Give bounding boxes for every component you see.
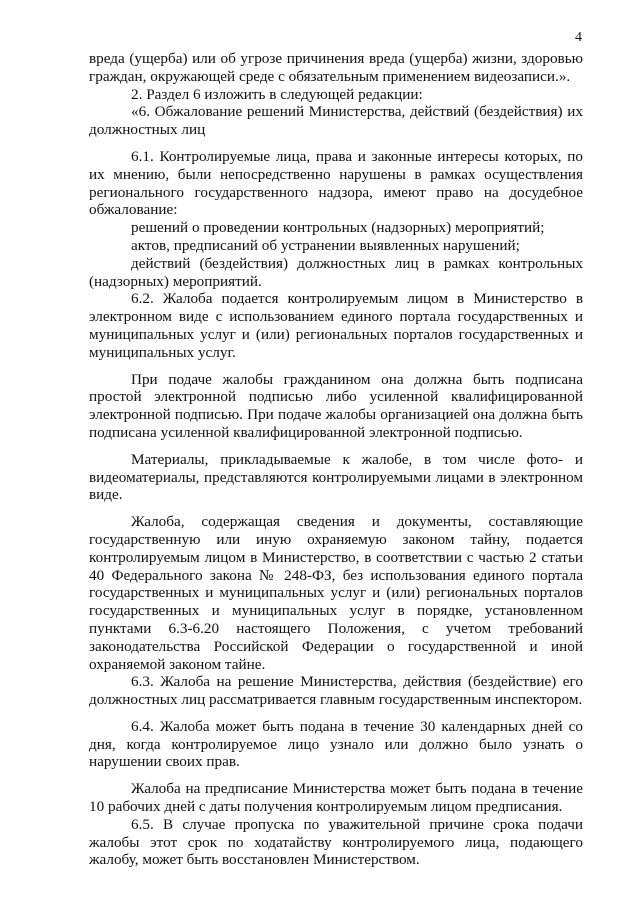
paragraph: Материалы, прикладываемые к жалобе, в том числе фото- и видеоматериалы, представляются контролируемыми лицами в электронном виде. bbox=[89, 450, 583, 504]
paragraph-6-5: 6.5. В случае пропуска по уважительной причине срока подачи жалобы этот срок по ходатайству контролируемого лица, подающего жалобу, может быть восстановлен Министерством. bbox=[89, 815, 583, 869]
list-item: решений о проведении контрольных (надзорных) мероприятий; bbox=[131, 219, 545, 237]
paragraph-amendment-item: 2. Раздел 6 изложить в следующей редакции: bbox=[131, 85, 423, 103]
document-body bbox=[89, 50, 583, 869]
page-number: 4 bbox=[575, 30, 582, 45]
paragraph-6-1: 6.1. Контролируемые лица, права и законные интересы которых, по их мнению, были непосредственно нарушены в рамках осуществления регионального государственного надзора, имеют право на досудебное обжалование: bbox=[89, 147, 583, 219]
paragraph-6-3: 6.3. Жалоба на решение Министерства, действия (бездействие) его должностных лиц рассматривается главным государственным инспектором. bbox=[89, 673, 583, 709]
paragraph: При подаче жалобы гражданином она должна быть подписана простой электронной подписью либо усиленной квалифицированной электронной подписью. При подаче жалобы организацией она должна быть подписана усиленной квалифицированной электронной подписью. bbox=[89, 370, 583, 441]
section-heading: «6. Обжалование решений Министерства, действий (бездействия) их должностных лиц bbox=[89, 103, 583, 139]
paragraph-6-4: 6.4. Жалоба может быть подана в течение 30 календарных дней со дня, когда контролируемое лицо узнало или должно было узнать о нарушении своих прав. bbox=[89, 717, 583, 771]
list-item: актов, предписаний об устранении выявленных нарушений; bbox=[131, 236, 520, 254]
paragraph: Жалоба на предписание Министерства может быть подана в течение 10 рабочих дней с даты получения контролируемым лицом предписания. bbox=[89, 780, 583, 816]
list-item: действий (бездействия) должностных лиц в рамках контрольных (надзорных) мероприятий. bbox=[89, 254, 583, 290]
paragraph-continuation: вреда (ущерба) или об угрозе причинения вреда (ущерба) жизни, здоровью граждан, окружающей среде с обязательным применением видеозаписи.». bbox=[89, 50, 583, 85]
paragraph-6-2: 6.2. Жалоба подается контролируемым лицом в Министерство в электронном виде с использованием единого портала государственных и муниципальных услуг и (или) региональных порталов государственных и муниципальных услуг. bbox=[89, 290, 583, 361]
paragraph: Жалоба, содержащая сведения и документы, составляющие государственную или иную охраняемую законом тайну, подается контролируемым лицом в Министерство, в соответствии с частью 2 статьи 40 Федерального закона № 248-ФЗ, без использования единого портала государственных и муниципальных услуг и (или) региональных порталов государственных и муниципальных услуг в порядке, установленном пунктами 6.3-6.20 настоящего Положения, с учетом требований законодательства Российской Федерации о государственной и иной охраняемой законом тайне. bbox=[89, 513, 583, 673]
